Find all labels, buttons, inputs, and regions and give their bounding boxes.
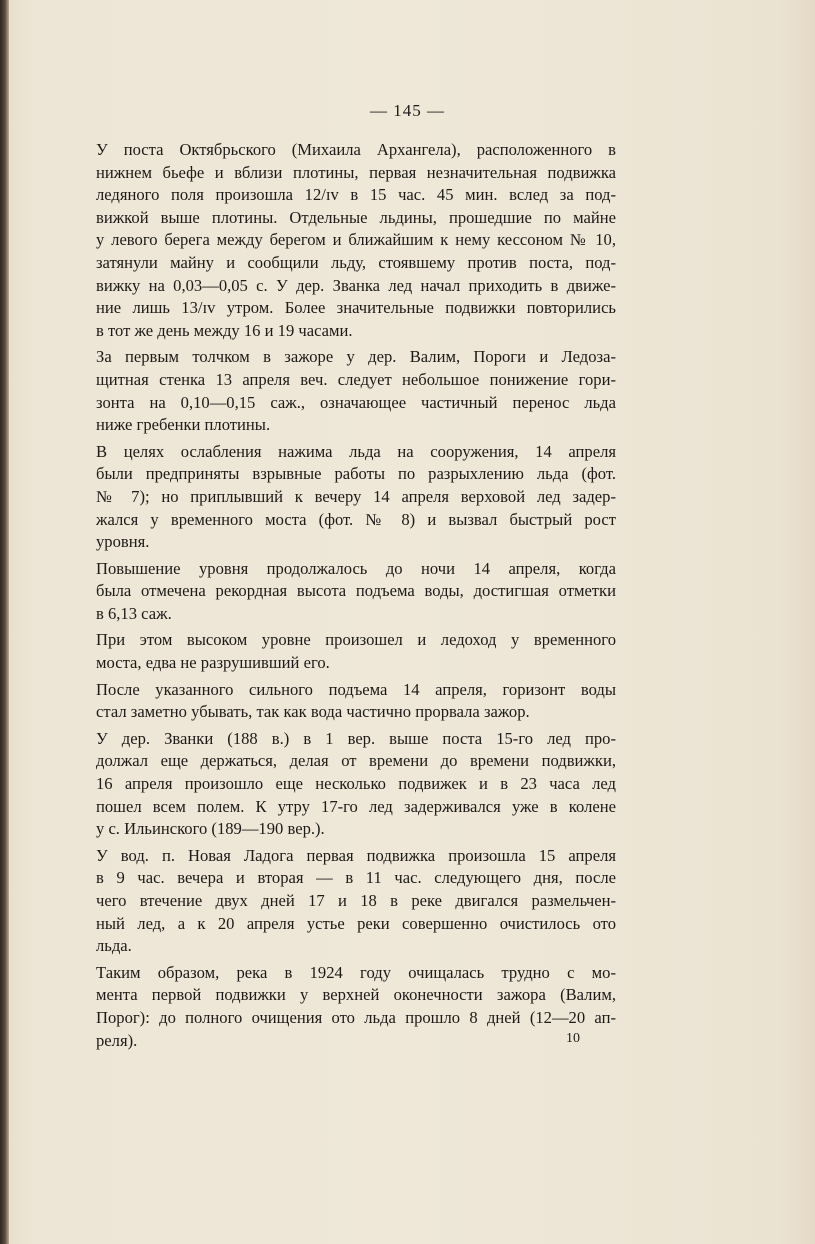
text-line: 16 апреля произошло еще несколько подвижек и в 23 часа лед [96,774,616,794]
paragraph [96,346,616,436]
text-line: затянули майну и сообщили льду, стоявшему против поста, под- [96,252,616,272]
text-line: нижнем бьефе и вблизи плотины, первая незначительная подвижка [96,162,616,182]
text-line: ниже гребенки плотины. [96,415,271,435]
text-line: Повышение уровня продолжалось до ночи 14 апреля, когда [96,558,616,578]
text-line: уровня. [96,532,150,552]
text-line: При этом высоком уровне произошел и ледоход у временного [96,630,616,650]
text-line: была отмечена рекордная высота подъема воды, достигшая отметки [96,581,616,601]
paragraph [96,558,616,626]
text-line: у с. Ильинского (189—190 вер.). [96,819,325,839]
text-line: вижку на 0,03—0,05 с. У дер. Званка лед начал приходить в движе- [96,275,616,295]
text-line: жался у временного моста (фот. № 8) и вызвал быстрый рост [96,509,616,529]
text-line: ледяного поля произошла 12/ɪᴠ в 15 час. 45 мин. вслед за под- [96,185,616,205]
text-line: реля). [96,1030,138,1050]
page-number: — 145 — [370,101,445,120]
paragraph [96,139,616,342]
text-line: щитная стенка 13 апреля веч. следует небольшое понижение гори- [96,369,616,389]
text-line: в тот же день между 16 и 19 часами. [96,320,353,340]
paragraph [96,629,616,674]
text-line: в 6,13 саж. [96,603,172,623]
text-line: В целях ослабления нажима льда на сооружения, 14 апреля [96,441,616,461]
text-line: ный лед, а к 20 апреля устье реки совершенно очистилось ото [96,913,616,933]
text-line: У дер. Званки (188 в.) в 1 вер. выше поста 15-го лед про- [96,728,616,748]
text-line: пошел всем полем. К утру 17-го лед задерживался уже в колене [96,796,616,816]
text-line: были предприняты взрывные работы по разрыхлению льда (фот. [96,464,616,484]
paragraph [96,845,616,958]
book-spine-edge [0,0,9,1244]
paragraph [96,441,616,554]
signature-mark: 10 [566,1031,580,1046]
text-line: За первым толчком в зажоре у дер. Валим, Пороги и Ледоза- [96,347,616,367]
text-line: стал заметно убывать, так как вода частично прорвала зажор. [96,702,530,722]
text-line: моста, едва не разрушивший его. [96,653,330,673]
paragraph [96,728,616,841]
text-line: чего втечение двух дней 17 и 18 в реке двигался размельчен- [96,891,616,910]
text-line: у левого берега между берегом и ближайшим к нему кессоном № 10, [96,230,616,250]
text-line: вижкой выше плотины. Отдельные льдины, прошедшие по майне [96,207,616,227]
text-line: У вод. п. Новая Ладога первая подвижка произошла 15 апреля [96,845,616,865]
text-line: Таким образом, река в 1924 году очищалась трудно с мо- [96,962,616,982]
text-line: в 9 час. вечера и вторая — в 11 час. следующего дня, после [96,868,616,888]
text-line: льда. [96,936,132,956]
text-line: № 7); но приплывший к вечеру 14 апреля верховой лед задер- [96,486,616,506]
text-line: зонта на 0,10—0,15 саж., означающее частичный перенос льда [96,392,616,412]
paragraph [96,962,616,1052]
text-line: Порог): до полного очищения ото льда прошло 8 дней (12—20 ап- [96,1007,616,1027]
text-line: У поста Октябрьского (Михаила Архангела), расположенного в [96,140,616,159]
body-text [96,139,616,1056]
text-line: мента первой подвижки у верхней оконечности зажора (Валим, [96,985,616,1005]
text-line: После указанного сильного подъема 14 апреля, горизонт воды [96,679,616,699]
paragraph [96,679,616,724]
text-line: ние лишь 13/ɪᴠ утром. Более значительные подвижки повторились [96,298,616,318]
text-line: должал еще держаться, делая от времени до времени подвижки, [96,751,616,771]
